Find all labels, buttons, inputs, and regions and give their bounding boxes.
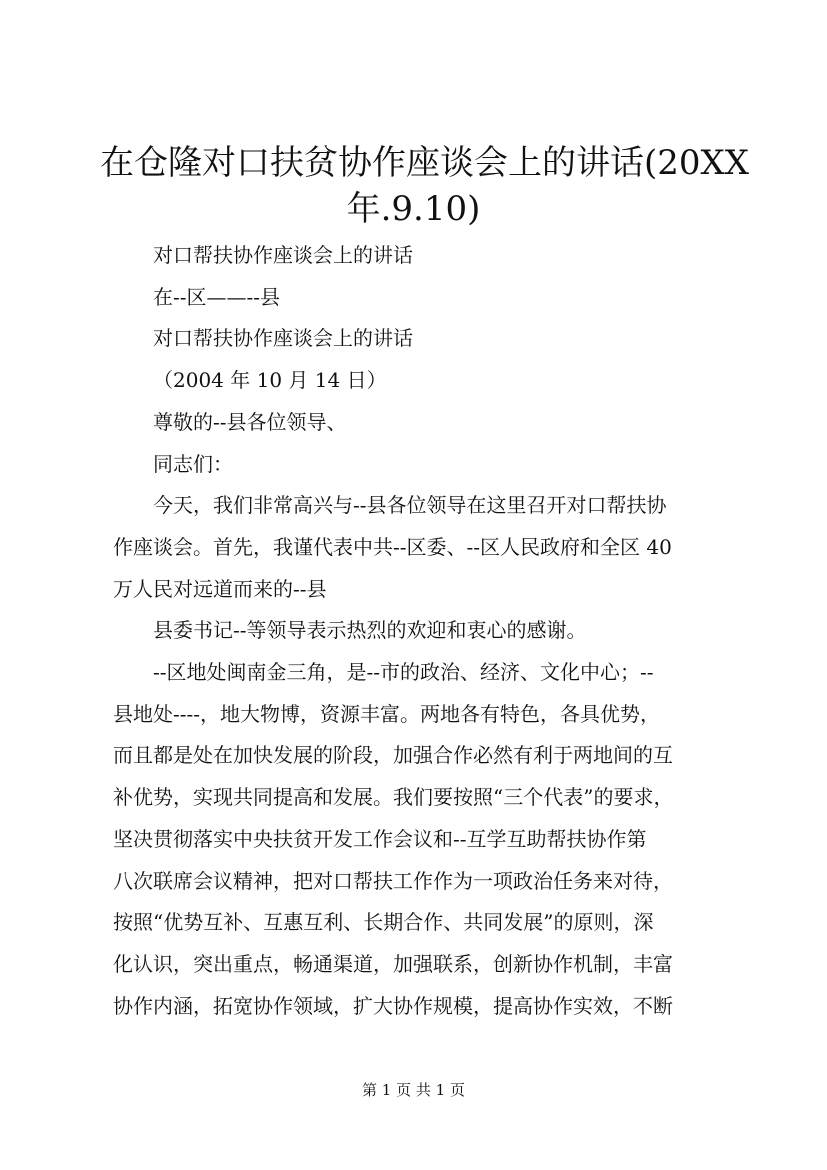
text-line: 万人民对远道而来的--县 (113, 576, 327, 601)
text-line: 今天，我们非常高兴与--县各位领导在这里召开对口帮扶协 (153, 493, 667, 518)
text-line: 而且都是处在加快发展的阶段，加强合作必然有利于两地间的互 (113, 743, 673, 768)
paragraph (113, 444, 716, 486)
paragraph (113, 318, 716, 360)
document-body (113, 235, 716, 1027)
paragraph (113, 360, 716, 402)
text-line: --区地处闽南金三角，是--市的政治、经济、文化中心；-- (153, 660, 654, 685)
text-line: 对口帮扶协作座谈会上的讲话 (153, 243, 413, 267)
paragraph (113, 402, 716, 444)
paragraph (113, 277, 716, 319)
paragraph (113, 652, 716, 1027)
text-line: 县委书记--等领导表示热烈的欢迎和衷心的感谢。 (153, 618, 587, 643)
text-line: （2004 年 10 月 14 日） (153, 368, 387, 393)
text-line: 同志们： (153, 451, 233, 476)
text-line: 化认识，突出重点，畅通渠道，加强联系，创新协作机制，丰富 (113, 951, 673, 976)
text-line: 尊敬的--县各位领导、 (153, 409, 347, 434)
title-line: 在仓隆对口扶贫协作座谈会上的讲话(20XX (100, 143, 749, 183)
text-line: 按照“优势互补、互惠互利、长期合作、共同发展”的原则，深 (113, 910, 654, 935)
paragraph (113, 235, 716, 277)
text-line: 八次联席会议精神，把对口帮扶工作作为一项政治任务来对待， (113, 868, 673, 893)
paragraph (113, 485, 716, 610)
text-line: 对口帮扶协作座谈会上的讲话 (153, 326, 413, 351)
text-line: 协作内涵，拓宽协作领域，扩大协作规模，提高协作实效，不断 (113, 993, 673, 1018)
paragraph (113, 610, 716, 652)
text-line: 作座谈会。首先，我谨代表中共--区委、--区人民政府和全区 40 (113, 534, 672, 559)
text-line: 在--区——--县 (153, 284, 281, 309)
document-title (100, 140, 749, 232)
page-footer: 第 1 页 共 1 页 (362, 1081, 465, 1099)
text-line: 补优势，实现共同提高和发展。我们要按照“三个代表”的要求， (113, 785, 674, 810)
title-line: 年.9.10) (346, 189, 481, 229)
text-line: 坚决贯彻落实中央扶贫开发工作会议和--互学互助帮扶协作第 (113, 826, 647, 851)
text-line: 县地处----，地大物博，资源丰富。两地各有特色，各具优势， (113, 701, 661, 726)
